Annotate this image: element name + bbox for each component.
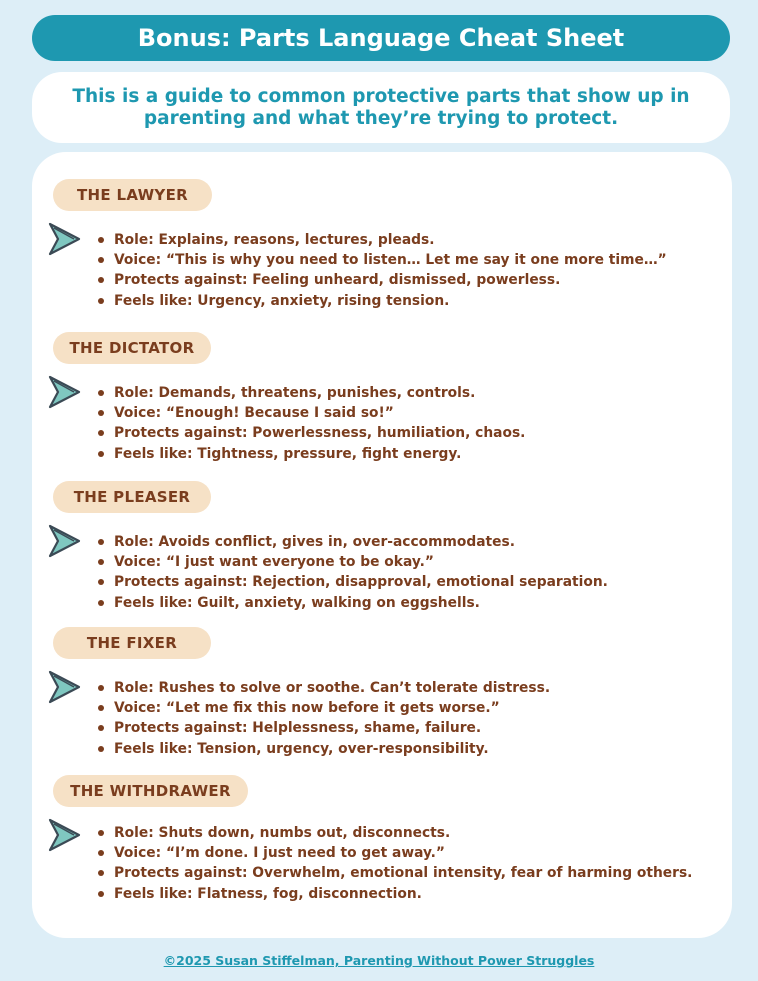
list-item: Protects against: Feeling unheard, dismissed, powerless.	[96, 270, 667, 290]
list-item: Role: Shuts down, numbs out, disconnects.	[96, 823, 692, 843]
list-item: Voice: “I’m done. I just need to get away.”	[96, 843, 692, 863]
list-item: Role: Demands, threatens, punishes, controls.	[96, 383, 525, 403]
list-item: Voice: “I just want everyone to be okay.”	[96, 552, 608, 572]
list-item: Voice: “Enough! Because I said so!”	[96, 403, 525, 423]
intro-text: This is a guide to common protective parts that show up in parenting and what they’re trying to protect.	[72, 85, 690, 129]
intro-box	[32, 72, 730, 143]
chevron-arrow-icon	[47, 221, 81, 257]
list-item: Protects against: Overwhelm, emotional intensity, fear of harming others.	[96, 863, 692, 883]
title-banner	[32, 15, 730, 61]
section-heading: THE WITHDRAWER	[53, 775, 248, 807]
section-bullets	[96, 823, 692, 904]
section-heading: THE FIXER	[53, 627, 211, 659]
chevron-arrow-icon	[47, 669, 81, 705]
section-heading: THE DICTATOR	[53, 332, 211, 364]
list-item: Role: Avoids conflict, gives in, over-accommodates.	[96, 532, 608, 552]
list-item: Role: Explains, reasons, lectures, pleads.	[96, 230, 667, 250]
section-heading: THE LAWYER	[53, 179, 212, 211]
list-item: Feels like: Urgency, anxiety, rising tension.	[96, 291, 667, 311]
list-item: Feels like: Flatness, fog, disconnection.	[96, 884, 692, 904]
list-item: Role: Rushes to solve or soothe. Can’t tolerate distress.	[96, 678, 550, 698]
chevron-arrow-icon	[47, 817, 81, 853]
list-item: Protects against: Rejection, disapproval, emotional separation.	[96, 572, 608, 592]
list-item: Protects against: Helplessness, shame, failure.	[96, 718, 550, 738]
list-item: Voice: “Let me fix this now before it gets worse.”	[96, 698, 550, 718]
section-bullets	[96, 678, 550, 759]
section-bullets	[96, 532, 608, 613]
chevron-arrow-icon	[47, 374, 81, 410]
parts-card	[32, 152, 732, 938]
footer-credit: ©2025 Susan Stiffelman, Parenting Without Power Struggles	[163, 953, 595, 968]
list-item: Voice: “This is why you need to listen… Let me say it one more time…”	[96, 250, 667, 270]
list-item: Feels like: Tension, urgency, over-responsibility.	[96, 739, 550, 759]
page-title: Bonus: Parts Language Cheat Sheet	[137, 24, 625, 52]
section-bullets	[96, 230, 667, 311]
list-item: Protects against: Powerlessness, humiliation, chaos.	[96, 423, 525, 443]
section-bullets	[96, 383, 525, 464]
list-item: Feels like: Tightness, pressure, fight energy.	[96, 444, 525, 464]
chevron-arrow-icon	[47, 523, 81, 559]
section-heading: THE PLEASER	[53, 481, 211, 513]
list-item: Feels like: Guilt, anxiety, walking on eggshells.	[96, 593, 608, 613]
